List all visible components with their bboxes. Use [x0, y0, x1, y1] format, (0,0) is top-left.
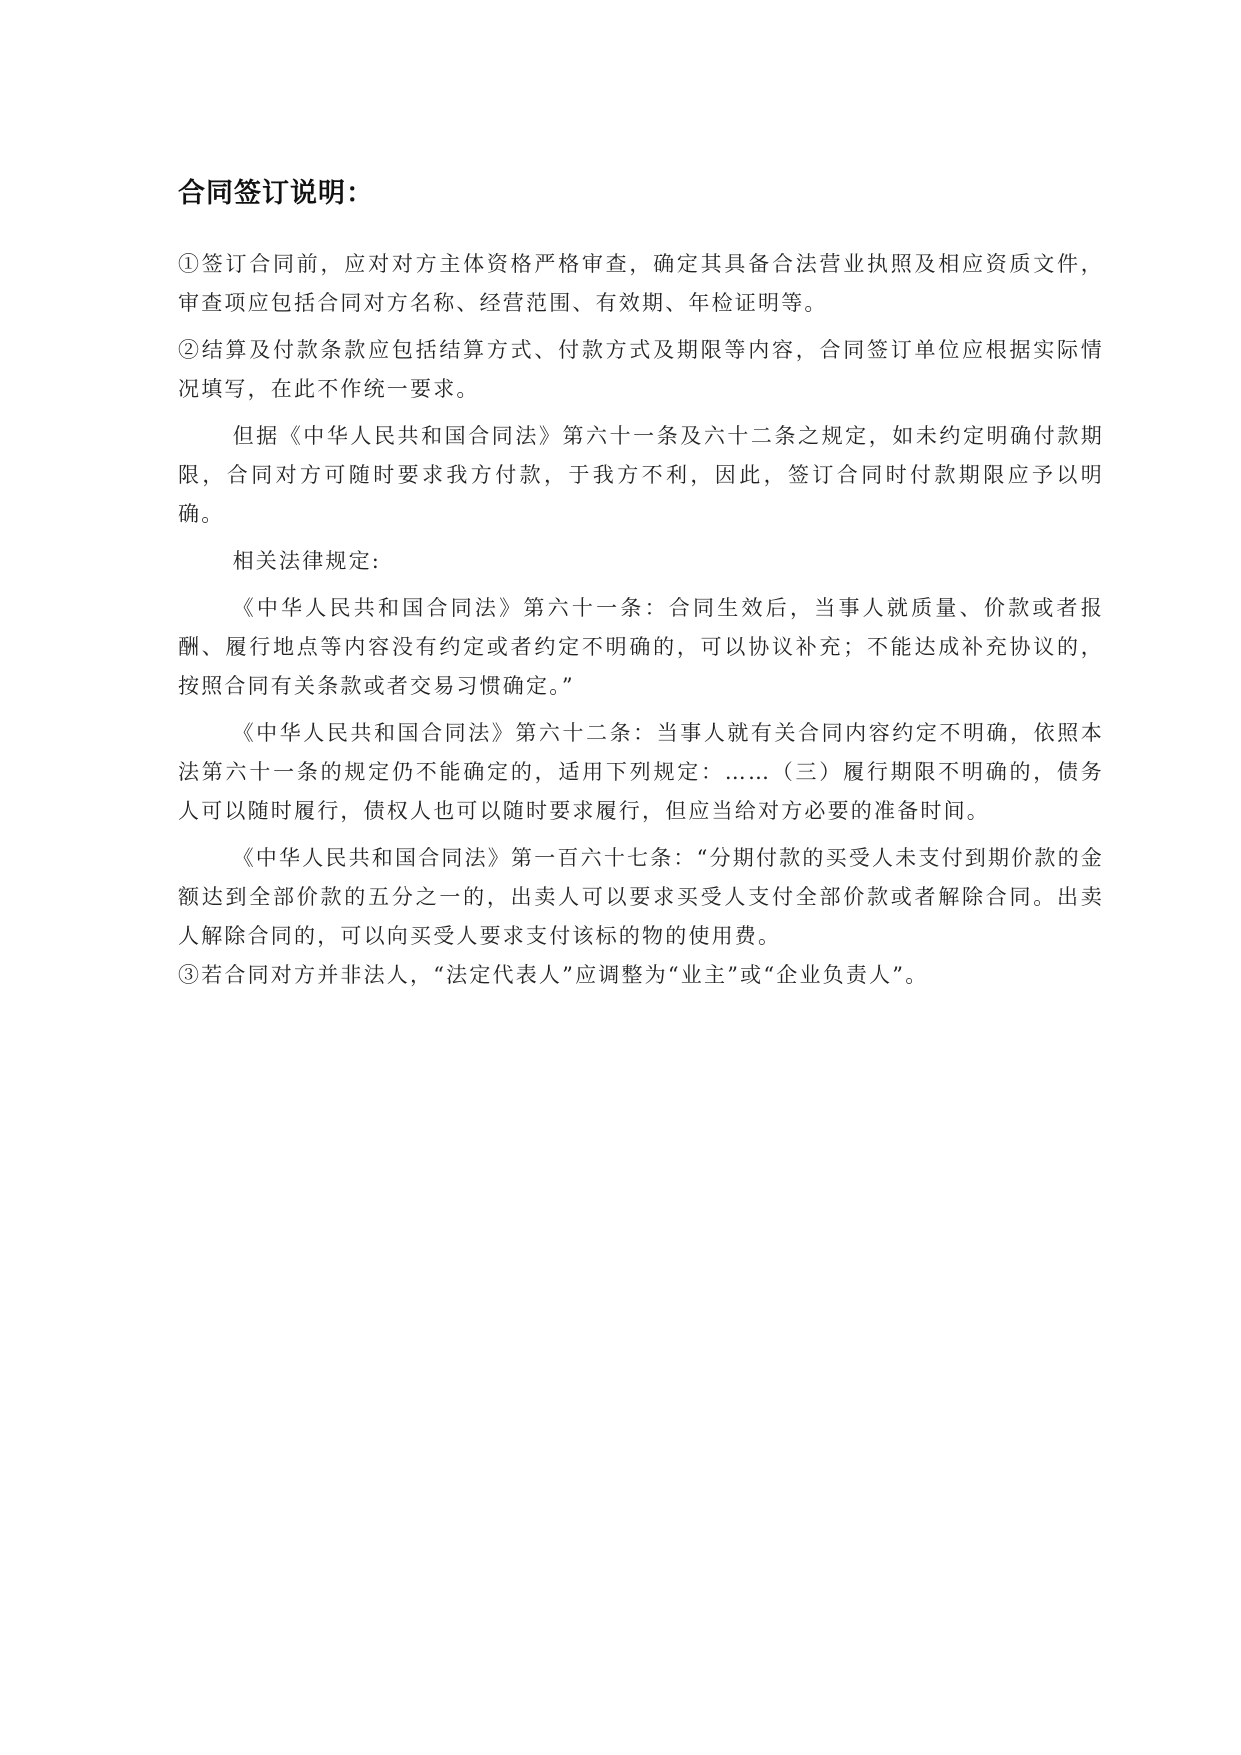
law-article-62: 《中华人民共和国合同法》第六十二条：当事人就有关合同内容约定不明确，依照本法第六十一条的规定仍不能确定的，适用下列规定：……（三）履行期限不明确的，债务人可以随时履行，债权人也可以随时要求履行，但应当给对方必要的准备时间。 — [178, 721, 1104, 823]
law-article-167: 《中华人民共和国合同法》第一百六十七条：“分期付款的买受人未支付到期价款的金额达到全部价款的五分之一的，出卖人可以要求买受人支付全部价款或者解除合同。出卖人解除合同的，可以向买受人要求支付该标的物的使用费。 — [178, 846, 1104, 948]
clause-1-qualification-review: ①签订合同前，应对对方主体资格严格审查，确定其具备合法营业执照及相应资质文件，审查项应包括合同对方名称、经营范围、有效期、年检证明等。 — [178, 252, 1104, 315]
clause-2-settlement-payment: ②结算及付款条款应包括结算方式、付款方式及期限等内容，合同签订单位应根据实际情况填写，在此不作统一要求。 — [178, 338, 1104, 401]
payment-term-note: 但据《中华人民共和国合同法》第六十一条及六十二条之规定，如未约定明确付款期限，合同对方可随时要求我方付款，于我方不利，因此，签订合同时付款期限应予以明确。 — [178, 424, 1104, 526]
clause-3-legal-representative: ③若合同对方并非法人，“法定代表人”应调整为“业主”或“企业负责人”。 — [178, 963, 929, 987]
related-law-heading: 相关法律规定: — [232, 549, 382, 573]
document-body — [178, 176, 1104, 1003]
document-title: 合同签订说明： — [178, 178, 374, 209]
law-article-61: 《中华人民共和国合同法》第六十一条：合同生效后，当事人就质量、价款或者报酬、履行地点等内容没有约定或者约定不明确的，可以协议补充；不能达成补充协议的，按照合同有关条款或者交易习惯确定。” — [178, 596, 1104, 698]
